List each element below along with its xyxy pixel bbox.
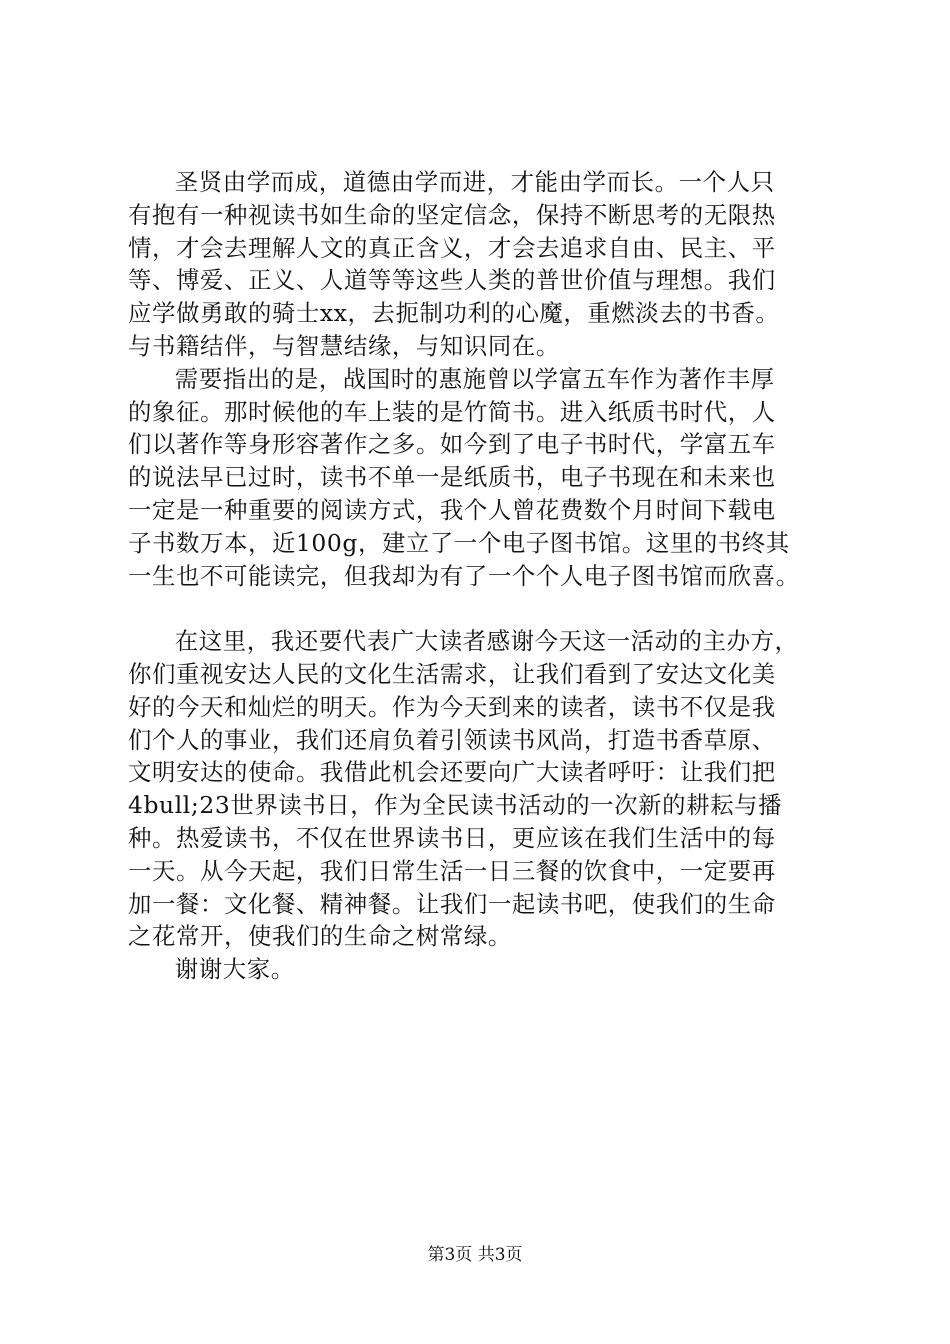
paragraph-3 <box>128 625 838 953</box>
text-line: 之花常开，使我们的生命之树常绿。 <box>128 922 512 951</box>
text-line: 文明安达的使命。我借此机会还要向广大读者呼吁：让我们把 <box>128 758 776 787</box>
text-line: 谢谢大家。 <box>174 955 295 984</box>
paragraph-4 <box>128 953 838 986</box>
text-line: 需要指出的是，战国时的惠施曾以学富五车作为著作丰厚 <box>174 364 775 393</box>
text-line: 好的今天和灿烂的明天。作为今天到来的读者，读书不仅是我 <box>128 692 776 721</box>
text-line: 一定是一种重要的阅读方式，我个人曾花费数个月时间下载电 <box>128 495 776 524</box>
text-line: 一生也不可能读完，但我却为有了一个个人电子图书馆而欣喜。 <box>128 561 800 590</box>
text-line: 有抱有一种视读书如生命的坚定信念，保持不断思考的无限热 <box>128 200 776 229</box>
text-line: 种。热爱读书，不仅在世界读书日，更应该在我们生活中的每 <box>128 823 776 852</box>
text-line: 与书籍结伴，与智慧结缘，与知识同在。 <box>128 331 560 360</box>
text-line: 加一餐：文化餐、精神餐。让我们一起读书吧，使我们的生命 <box>128 889 776 918</box>
text-line: 的象征。那时候他的车上装的是竹简书。进入纸质书时代，人 <box>128 397 776 426</box>
document-body <box>128 166 838 986</box>
text-line: 的说法早已过时，读书不单一是纸质书，电子书现在和未来也 <box>128 463 776 492</box>
text-line: 应学做勇敢的骑士xx，去扼制功利的心魔，重燃淡去的书香。 <box>128 299 780 328</box>
paragraph-spacer <box>128 592 838 625</box>
text-line: 们个人的事业，我们还肩负着引领读书风尚，打造书香草原、 <box>128 725 776 754</box>
text-line: 在这里，我还要代表广大读者感谢今天这一活动的主办方， <box>174 627 799 656</box>
paragraph-2 <box>128 363 838 593</box>
text-line: 情，才会去理解人文的真正含义，才会去追求自由、民主、平 <box>128 233 776 262</box>
text-line: 一天。从今天起，我们日常生活一日三餐的饮食中，一定要再 <box>128 856 776 885</box>
text-line: 你们重视安达人民的文化生活需求，让我们看到了安达文化美 <box>128 659 776 688</box>
text-line: 子书数万本，近100g，建立了一个电子图书馆。这里的书终其 <box>128 528 790 557</box>
paragraph-1 <box>128 166 838 363</box>
text-line: 们以著作等身形容著作之多。如今到了电子书时代，学富五车 <box>128 430 776 459</box>
page-footer <box>0 1244 950 1266</box>
text-line: 等、博爱、正义、人道等等这些人类的普世价值与理想。我们 <box>128 266 776 295</box>
text-line: 圣贤由学而成，道德由学而进，才能由学而长。一个人只 <box>174 168 775 196</box>
page-number: 第3页 共3页 <box>427 1245 523 1265</box>
text-line: 4bull;23世界读书日，作为全民读书活动的一次新的耕耘与播 <box>128 791 783 820</box>
